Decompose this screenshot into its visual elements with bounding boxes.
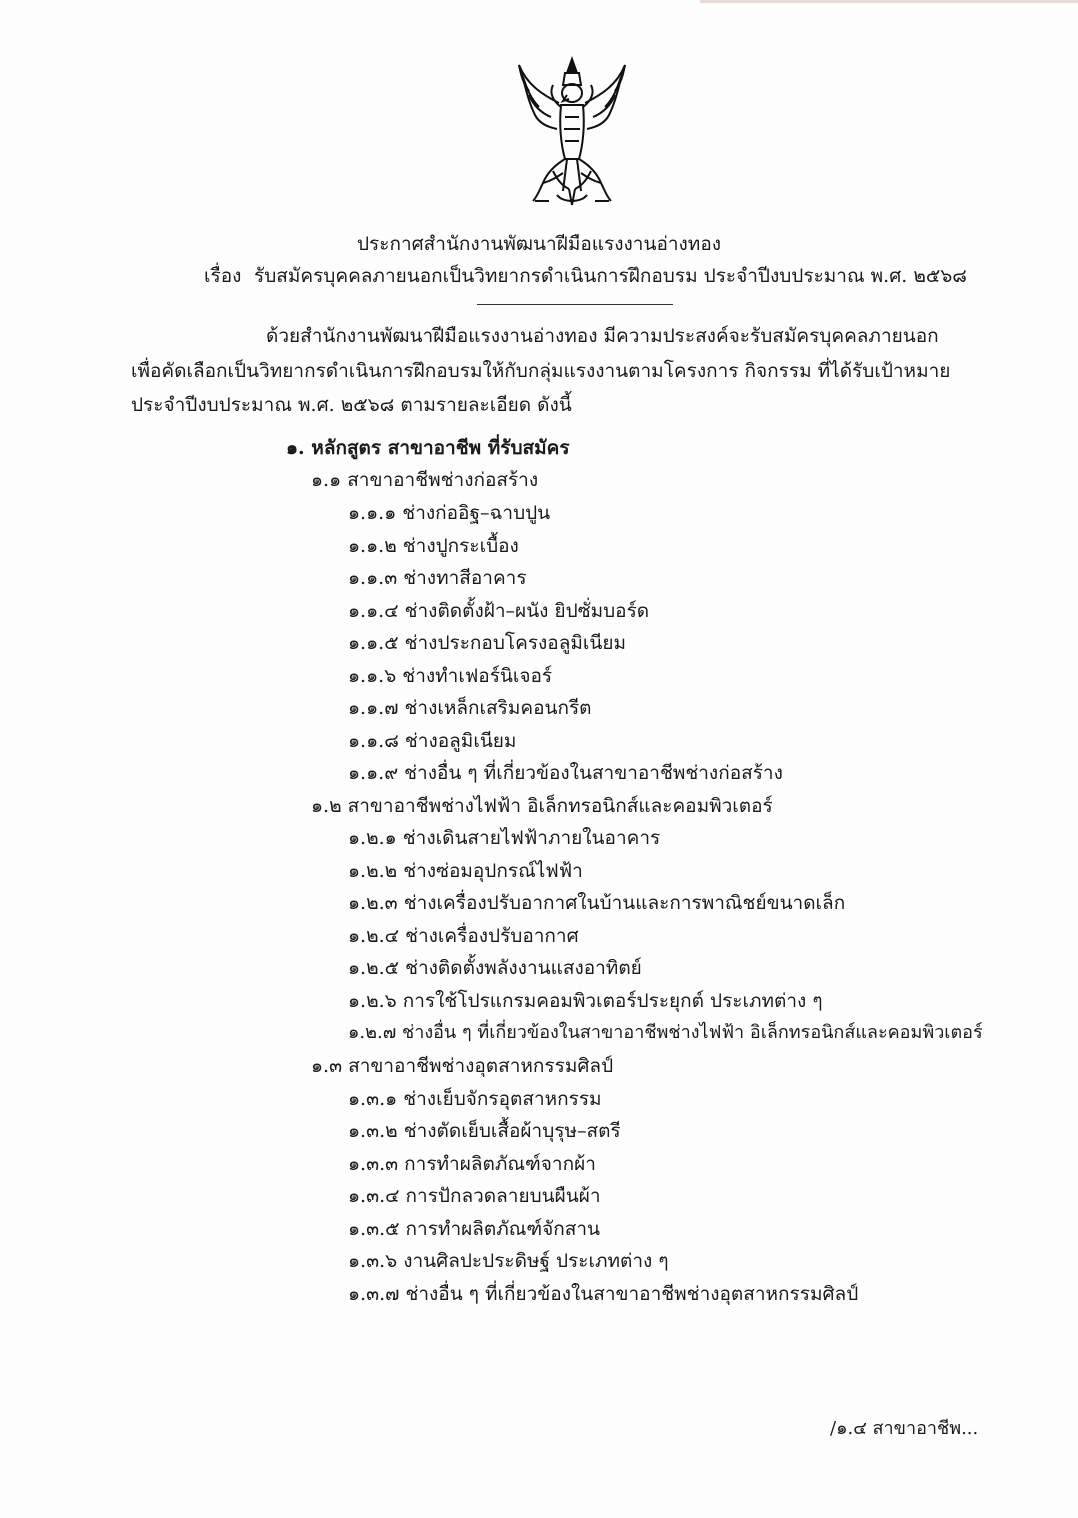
- list-item: ๑.๓.๒ ช่างตัดเย็บเสื้อผ้าบุรุษ–สตรี: [348, 1120, 621, 1142]
- list-item: ๑.๑.๓ ช่างทาสีอาคาร: [348, 567, 527, 589]
- subject-label: เรื่อง: [204, 265, 242, 287]
- garuda-emblem-icon: [513, 55, 631, 210]
- list-item: ๑.๓.๕ การทำผลิตภัณฑ์จักสาน: [348, 1218, 601, 1240]
- page-continuation: /๑.๔ สาขาอาชีพ...: [830, 1418, 979, 1439]
- list-item: ๑.๑.๖ ช่างทำเฟอร์นิเจอร์: [348, 665, 553, 687]
- section-heading: ๑. หลักสูตร สาขาอาชีพ ที่รับสมัคร: [286, 437, 570, 459]
- list-item: ๑.๒.๓ ช่างเครื่องปรับอากาศในบ้านและการพาณิชย์ขนาดเล็ก: [348, 892, 846, 914]
- list-item: ๑.๑.๙ ช่างอื่น ๆ ที่เกี่ยวข้องในสาขาอาชีพช่างก่อสร้าง: [348, 762, 783, 784]
- header-divider: [477, 304, 673, 305]
- list-item: ๑.๑.๕ ช่างประกอบโครงอลูมิเนียม: [348, 632, 627, 654]
- intro-line: ด้วยสำนักงานพัฒนาฝีมือแรงงานอ่างทอง มีความประสงค์จะรับสมัครบุคคลภายนอก: [266, 325, 939, 347]
- intro-line: ประจำปีงบประมาณ พ.ศ. ๒๕๖๘ ตามรายละเอียด ดังนี้: [131, 394, 572, 416]
- group-label: ๑.๓ สาขาอาชีพช่างอุตสาหกรรมศิลป์: [311, 1055, 614, 1077]
- list-item: ๑.๓.๗ ช่างอื่น ๆ ที่เกี่ยวข้องในสาขาอาชีพช่างอุตสาหกรรมศิลป์: [348, 1283, 859, 1305]
- page-edge-mark: [700, 0, 1078, 3]
- list-item: ๑.๒.๕ ช่างติดตั้งพลังงานแสงอาทิตย์: [348, 957, 642, 979]
- group-label: ๑.๒ สาขาอาชีพช่างไฟฟ้า อิเล็กทรอนิกส์และคอมพิวเตอร์: [311, 795, 773, 817]
- list-item: ๑.๒.๗ ช่างอื่น ๆ ที่เกี่ยวข้องในสาขาอาชีพช่างไฟฟ้า อิเล็กทรอนิกส์และคอมพิวเตอร์: [348, 1022, 983, 1043]
- intro-line: เพื่อคัดเลือกเป็นวิทยากรดำเนินการฝึกอบรมให้กับกลุ่มแรงงานตามโครงการ กิจกรรม ที่ได้รับเป้าหมาย: [131, 360, 951, 382]
- list-item: ๑.๒.๑ ช่างเดินสายไฟฟ้าภายในอาคาร: [348, 827, 661, 849]
- subject-text: รับสมัครบุคคลภายนอกเป็นวิทยากรดำเนินการฝึกอบรม ประจำปีงบประมาณ พ.ศ. ๒๕๖๘: [254, 265, 967, 287]
- list-item: ๑.๒.๔ ช่างเครื่องปรับอากาศ: [348, 925, 579, 947]
- list-item: ๑.๓.๑ ช่างเย็บจักรอุตสาหกรรม: [348, 1088, 602, 1110]
- list-item: ๑.๑.๑ ช่างก่ออิฐ–ฉาบปูน: [348, 502, 551, 524]
- list-item: ๑.๓.๔ การปักลวดลายบนผืนผ้า: [348, 1185, 601, 1207]
- group-label: ๑.๑ สาขาอาชีพช่างก่อสร้าง: [311, 469, 539, 491]
- list-item: ๑.๓.๖ งานศิลปะประดิษฐ์ ประเภทต่าง ๆ: [348, 1250, 669, 1272]
- list-item: ๑.๓.๓ การทำผลิตภัณฑ์จากผ้า: [348, 1153, 596, 1175]
- list-item: ๑.๑.๘ ช่างอลูมิเนียม: [348, 730, 517, 752]
- document-subject: [204, 261, 967, 291]
- list-item: ๑.๑.๔ ช่างติดตั้งฝ้า–ผนัง ยิปซั่มบอร์ด: [348, 600, 650, 622]
- list-item: ๑.๑.๗ ช่างเหล็กเสริมคอนกรีต: [348, 697, 592, 719]
- list-item: ๑.๒.๒ ช่างซ่อมอุปกรณ์ไฟฟ้า: [348, 860, 583, 882]
- document-title: ประกาศสำนักงานพัฒนาฝีมือแรงงานอ่างทอง: [356, 233, 722, 255]
- list-item: ๑.๑.๒ ช่างปูกระเบื้อง: [348, 535, 519, 557]
- list-item: ๑.๒.๖ การใช้โปรแกรมคอมพิวเตอร์ประยุกต์ ประเภทต่าง ๆ: [348, 990, 823, 1012]
